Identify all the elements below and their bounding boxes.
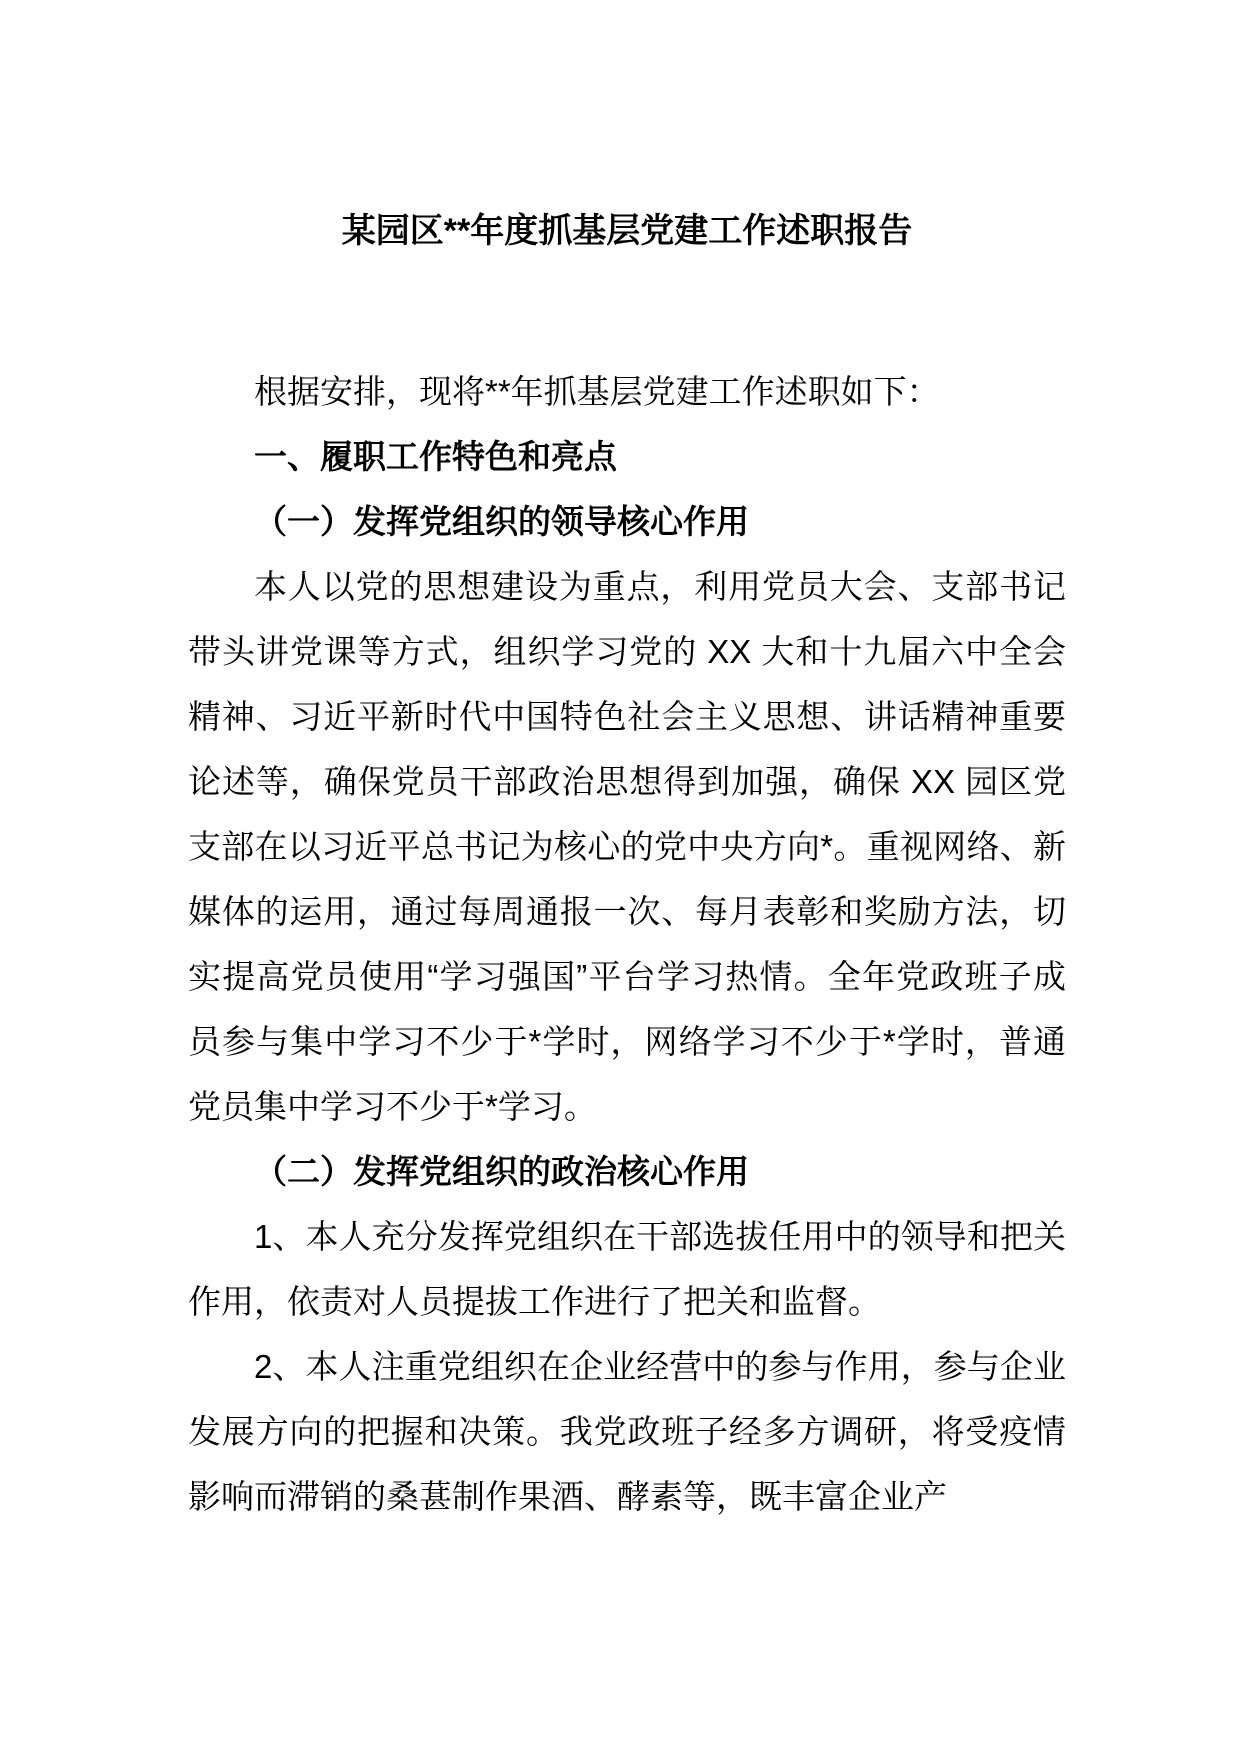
section-heading-2: （一）发挥党组织的领导核心作用 bbox=[254, 503, 749, 540]
body-paragraph: 根据安排，现将**年抓基层党建工作述职如下： bbox=[254, 373, 940, 410]
document-content bbox=[188, 199, 1066, 1529]
section-heading-1: 一、履职工作特色和亮点 bbox=[254, 438, 617, 475]
body-paragraph: 本人以党的思想建设为重点，利用党员大会、支部书记带头讲党课等方式，组织学习党的 XX 大和十九届六中全会精神、习近平新时代中国特色社会主义思想、讲话精神重要论述等，确保党员干部政治思想得到加强，确保 XX 园区党支部在以习近平总书记为核心的党中央方向*。重视网络、新媒体的运用，通过每周通报一次、每月表彰和奖励方法，切实提高党员使用“学习强国”平台学习热情。全年党政班子成员参与集中学习不少于*学时，网络学习不少于*学时，普通党员集中学习不少于*学习。 bbox=[188, 568, 1066, 1125]
section-heading-2: （二）发挥党组织的政治核心作用 bbox=[254, 1153, 749, 1190]
body-paragraph: 2、本人注重党组织在企业经营中的参与作用，参与企业发展方向的把握和决策。我党政班子经多方调研，将受疫情影响而滞销的桑葚制作果酒、酵素等，既丰富企业产 bbox=[188, 1348, 1066, 1515]
document-title: 某园区**年度抓基层党建工作述职报告 bbox=[341, 212, 913, 250]
body-paragraph: 1、本人充分发挥党组织在干部选拔任用中的领导和把关作用，依责对人员提拔工作进行了把关和监督。 bbox=[188, 1218, 1066, 1320]
document-body bbox=[188, 359, 1066, 1529]
